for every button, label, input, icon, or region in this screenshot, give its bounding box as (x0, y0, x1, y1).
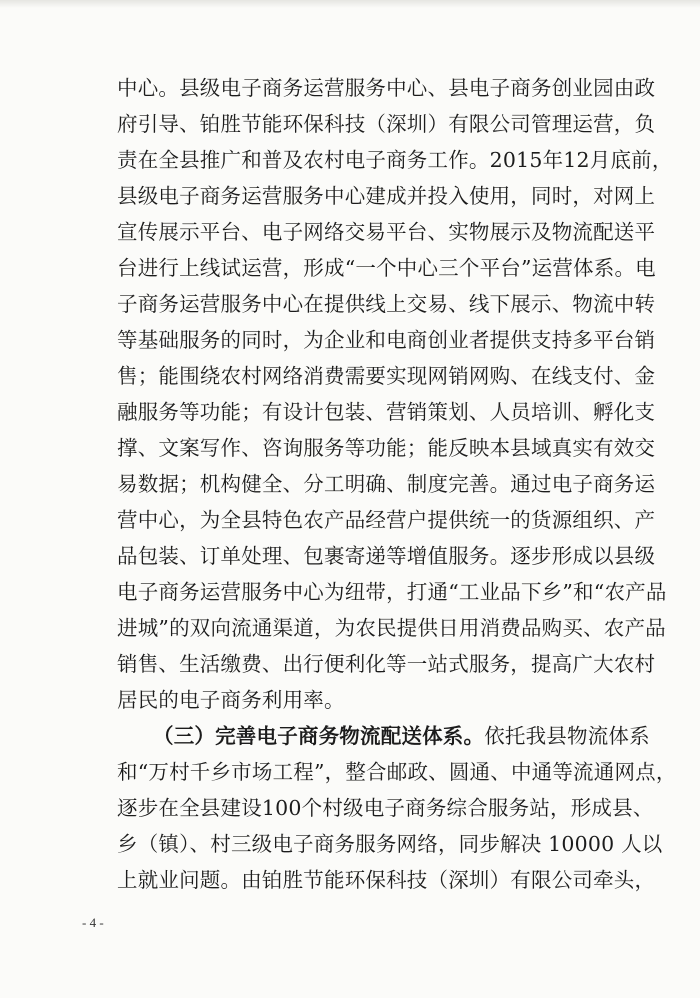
text-line: 乡（镇）、村三级电子商务服务网络，同步解决 10000 人以 (117, 832, 663, 856)
page-number: - 4 - (82, 915, 104, 930)
text-line: 居民的电子商务利用率。 (117, 688, 345, 712)
text-line: 上就业问题。由铂胜节能环保科技（深圳）有限公司牵头， (117, 868, 656, 892)
text-line: 府引导、铂胜节能环保科技（深圳）有限公司管理运营，负 (117, 112, 656, 136)
text-line: 销售、生活缴费、出行便利化等一站式服务，提高广大农村 (117, 652, 656, 676)
text-line: 责在全县推广和普及农村电子商务工作。2015年12月底前， (117, 148, 673, 172)
text-line: 和“万村千乡市场工程”，整合邮政、圆通、中通等流通网点， (117, 760, 677, 784)
text-line: 品包装、订单处理、包裹寄递等增值服务。逐步形成以县级 (117, 544, 656, 568)
text-line: 营中心，为全县特色农产品经营户提供统一的货源组织、产 (117, 508, 656, 532)
text-line: 电子商务运营服务中心为纽带，打通“工业品下乡”和“农产品 (117, 580, 667, 604)
text-line: 宣传展示平台、电子网络交易平台、实物展示及物流配送平 (117, 220, 656, 244)
text-line: 县级电子商务运营服务中心建成并投入使用，同时，对网上 (117, 184, 656, 208)
text-line: 售；能围绕农村网络消费需要实现网销网购、在线支付、金 (117, 364, 656, 388)
text-line: 撑、文案写作、咨询服务等功能；能反映本县域真实有效交 (117, 436, 656, 460)
section-heading-line (153, 718, 650, 754)
text-line: 逐步在全县建设100个村级电子商务综合服务站，形成县、 (117, 796, 654, 820)
text-line: 子商务运营服务中心在提供线上交易、线下展示、物流中转 (117, 292, 656, 316)
text-line: 易数据；机构健全、分工明确、制度完善。通过电子商务运 (117, 472, 656, 496)
scan-edge-shadow (0, 0, 700, 8)
text-line: 等基础服务的同时，为企业和电商创业者提供支持多平台销 (117, 328, 656, 352)
text-line: 中心。县级电子商务运营服务中心、县电子商务创业园由政 (117, 76, 656, 100)
section-heading: （三）完善电子商务物流配送体系。 (153, 724, 485, 748)
text-line: 台进行上线试运营，形成“一个中心三个平台”运营体系。电 (117, 256, 656, 280)
text-line: 进城”的双向流通渠道，为农民提供日用消费品购买、农产品 (117, 616, 666, 640)
section-heading-continuation: 依托我县物流体系 (484, 724, 650, 748)
text-line: 融服务等功能；有设计包装、营销策划、人员培训、孵化支 (117, 400, 656, 424)
